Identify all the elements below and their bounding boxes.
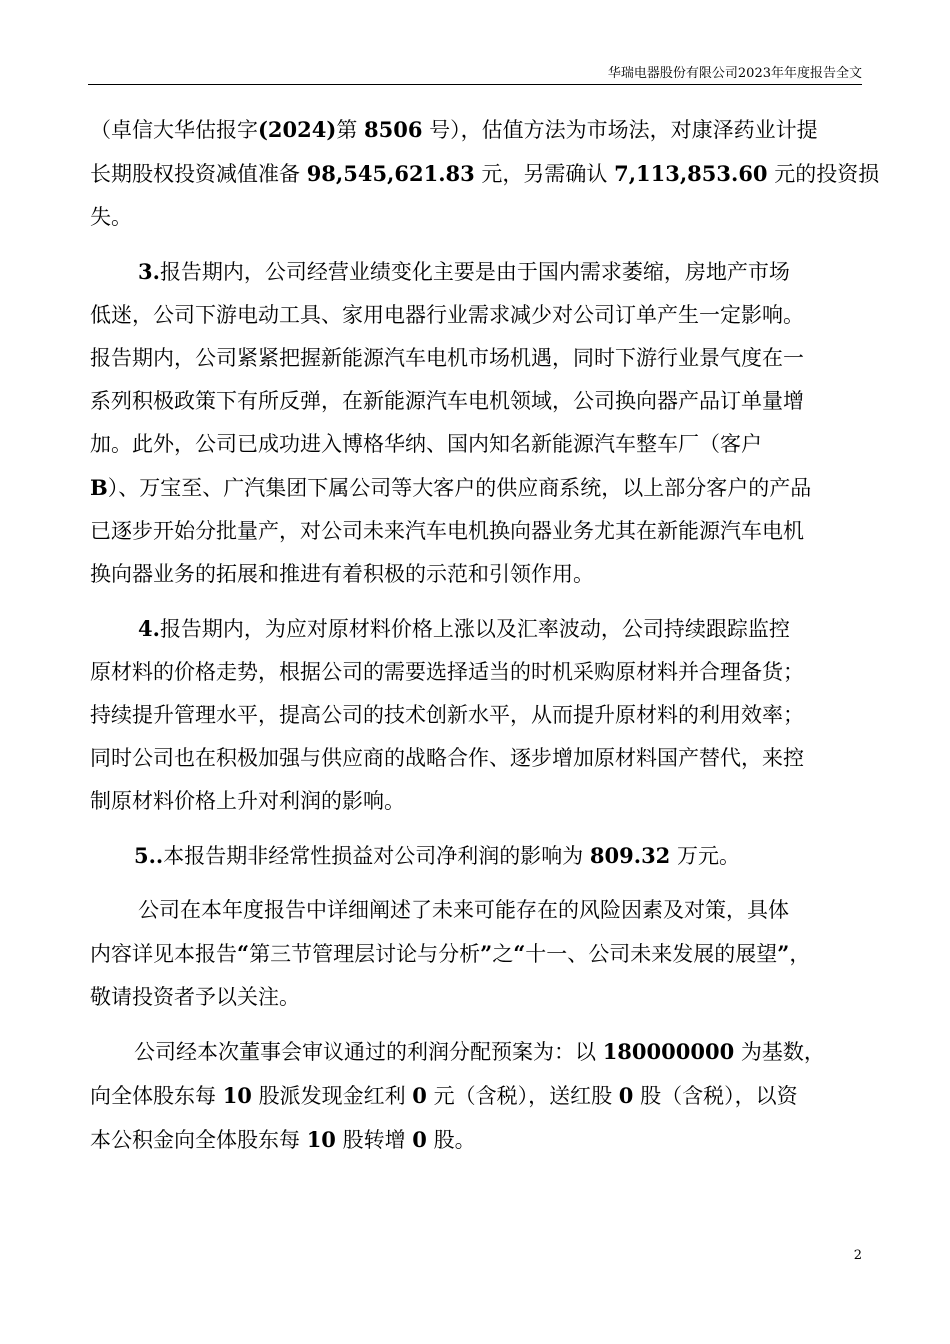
- item-number: 4.: [138, 616, 160, 641]
- paragraph-risk-notice: [90, 889, 864, 1019]
- text-line: 失。: [90, 205, 132, 229]
- text-line: 公司经本次董事会审议通过的利润分配预案为：以 180000000 为基数，: [134, 1039, 825, 1064]
- text-line: 低迷，公司下游电动工具、家用电器行业需求减少对公司订单产生一定影响。: [90, 303, 804, 327]
- header-title: 华瑞电器股份有限公司2023年年度报告全文: [607, 66, 862, 81]
- text-line: 持续提升管理水平，提高公司的技术创新水平，从而提升原材料的利用效率；: [90, 703, 804, 727]
- text-line: 原材料的价格走势，根据公司的需要选择适当的时机采购原材料并合理备货；: [90, 660, 804, 684]
- text-line: 敬请投资者予以关注。: [90, 985, 300, 1009]
- text-line: 公司在本年度报告中详细阐述了未来可能存在的风险因素及对策，具体: [138, 898, 789, 922]
- text-line: 本公积金向全体股东每 10 股转增 0 股。: [90, 1127, 476, 1152]
- text-line: 报告期内，公司紧紧把握新能源汽车电机市场机遇，同时下游行业景气度在一: [90, 346, 804, 370]
- document-body: [90, 108, 880, 1162]
- text-line: 制原材料价格上升对利润的影响。: [90, 789, 405, 813]
- text-line: 加。此外，公司已成功进入博格华纳、国内知名新能源汽车整车厂（客户: [90, 432, 762, 456]
- page-header: [88, 64, 862, 85]
- text-line: （卓信大华估报字(2024)第 8506 号），估值方法为市场法，对康泽药业计提: [90, 117, 818, 142]
- paragraph-valuation: [90, 108, 880, 239]
- item-number: 3.: [138, 259, 160, 284]
- paragraph-item-5: [90, 834, 864, 878]
- paragraph-profit-distribution: [90, 1030, 864, 1162]
- text-line: 4.报告期内，为应对原材料价格上涨以及汇率波动，公司持续跟踪监控: [138, 616, 790, 641]
- paragraph-item-4: [90, 607, 864, 823]
- page-number: 2: [853, 1248, 862, 1263]
- text-line: 同时公司也在积极加强与供应商的战略合作、逐步增加原材料国产替代，来控: [90, 746, 804, 770]
- text-line: 换向器业务的拓展和推进有着积极的示范和引领作用。: [90, 562, 594, 586]
- text-line: B）、万宝至、广汽集团下属公司等大客户的供应商系统，以上部分客户的产品: [90, 475, 812, 500]
- text-line: 系列积极政策下有所反弹，在新能源汽车电机领域，公司换向器产品订单量增: [90, 389, 804, 413]
- text-line: 内容详见本报告“第三节管理层讨论与分析”之“十一、公司未来发展的展望”，: [90, 941, 811, 966]
- paragraph-item-3: [90, 250, 864, 596]
- text-line: 向全体股东每 10 股派发现金红利 0 元（含税），送红股 0 股（含税），以资: [90, 1083, 798, 1108]
- text-line: 已逐步开始分批量产，对公司未来汽车电机换向器业务尤其在新能源汽车电机: [90, 519, 804, 543]
- text-line: 长期股权投资减值准备 98,545,621.83 元，另需确认 7,113,853.60 元的投资损: [90, 161, 880, 186]
- text-line: 5..本报告期非经常性损益对公司净利润的影响为 809.32 万元。: [134, 843, 740, 868]
- item-number: 5..: [134, 843, 164, 868]
- text-line: 3.报告期内，公司经营业绩变化主要是由于国内需求萎缩，房地产市场: [138, 259, 790, 284]
